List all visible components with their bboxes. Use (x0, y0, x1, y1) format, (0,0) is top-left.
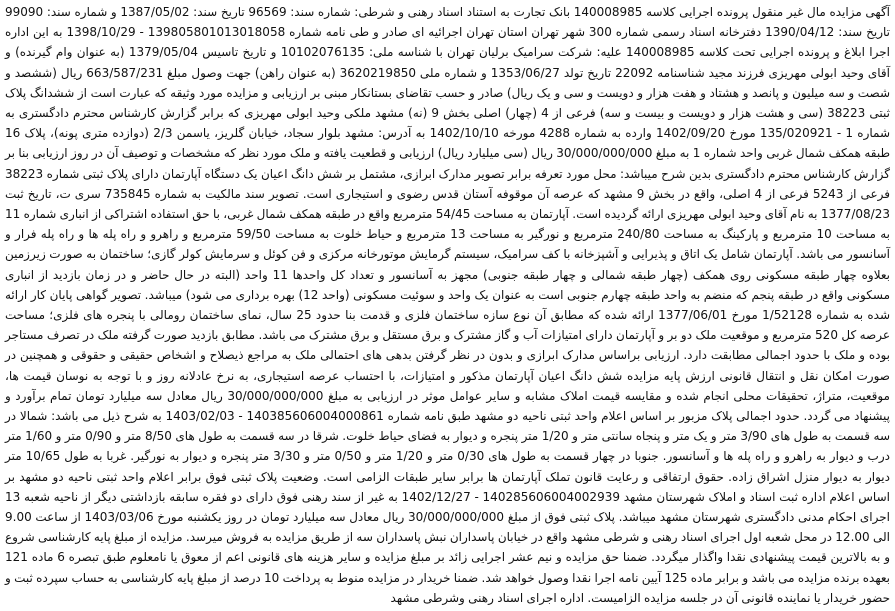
auction-notice-text: آگهی مزایده مال غیر منقول پرونده اجرایی کلاسه 140008985 بانک تجارت به استناد اسناد رهنی و شرطی: شماره سند: 96569 تاریخ سند: 1387/05/02 و شماره سند: 99090 تاریخ سند: 1390/04/12 دفترخانه اسناد رسمی شماره 300 شهر تهران استان تهران اجرائیه ای صادر و طی نامه شماره 139805801013018058 - 1398/10/29 به این اداره اجرا ابلاغ و پرونده اجرایی تحت کلاسه 140008985 علیه: شرکت سرامیک برلیان تهران با شناسه ملی: 10102076135 و تاریخ تاسیس 1379/05/04 (به عنوان وام گیرنده) و آقای وحید ابولی مهریزی فرزند مجید شناسنامه 22092 تاریخ تولد 1353/06/27 و شماره ملی 3620219850 (به عنوان راهن) جهت وصول مبلغ 663/587/231 ریال (ششصد و شصت و سه میلیون و پانصد و هشتاد و هفت هزار و دویست و سی و یک ریال) صادر و حسب تقاضای بستانکار مبنی بر ارزیابی و مزایده مورد وثیقه که عبارت است از ششدانگ پلاک ثبتی 38223 (سی و هشت هزار و دویست و بیست و سه) فرعی از 4 (چهار) اصلی بخش 9 (نه) مشهد ملکی وحید ابولی مهریزی که برابر گزارش کارشناس محترم دادگستری به شماره 1 - 135/020921 مورخ 1402/09/20 وارده به شماره 4288 مورخه 1402/10/10 به آدرس: مشهد بلوار سجاد، خیابان گلریز، یاسمن 2/3 (دوازده متری پونه)، پلاک 16 طبقه همکف شمال غربی واحد شماره 1 به مبلغ 30/000/000/000 ریال (سی میلیارد ریال) ارزیابی و قطعیت یافته و ملک مورد نظر که مشخصات و توصیف آن در روز ارزیابی بنا بر گزارش کارشناس محترم دادگستری بدین شرح میباشد: محل مورد تعرفه برابر تصویر مدارک ابرازی، مشتمل بر شش دانگ اعیان یک دستگاه آپارتمان دارای پلاک ثبتی شماره 38223 فرعی از 5243 فرعی از 4 اصلی، واقع در بخش 9 مشهد که عرصه آن موقوفه آستان قدس رضوی و استیجاری است. تصویر سند مالکیت به شماره 735845 سری ت، تاریخ ثبت 1377/08/23 به نام آقای وحید ابولی مهریزی ارائه گردیده است. آپارتمان به مساحت 54/45 مترمربع واقع در طبقه همکف شمال غربی، با حق استفاده اشتراکی از انباری شماره 11 به مساحت 10 مترمربع و پارکینگ به مساحت 240/80 مترمربع و نورگیر به مساحت 13 مترمربع و حیاط خلوت به مساحت 59/50 مترمربع و راهرو و راه پله ها و راه پله فرار و آسانسور می باشد. آپارتمان شامل یک اتاق و پذیرایی و آشپزخانه با کف سرامیک، سیستم گرمایش موتورخانه مرکزی و فن کوئل و سرمایش کولر گازی؛ ساختمان به صورت زیرزمین بعلاوه چهار طبقه مسکونی روی همکف (چهار طبقه شمالی و چهار طبقه جنوبی) مجهز به آسانسور و تعداد کل واحدها 11 واحد (البته در حال حاضر و در زمان بازدید از انباری مسکونی واقع در طبقه پنجم که منضم به واحد طبقه چهارم جنوبی است به عنوان یک واحد و سوئیت مسکونی (واحد 12) بهره برداری می شود) میباشد. تصویر گواهی پایان کار ارائه شده به شماره 1/52128 مورخ 1377/06/01 ارائه شده که مطابق آن نوع سازه ساختمان فلزی و قدمت بنا حدود 25 سال، نمای ساختمان رومالی با پنجره های فلزی؛ مساحت عرصه کل 520 مترمربع و موقعیت ملک دو بر و آپارتمان دارای امتیازات آب و گاز مشترک و برق مستقل و برق مشترک می باشد. مطابق بازدید صورت گرفته ملک در تصرف مستاجر بوده و ملک با حدود اجمالی مطابقت دارد. ارزیابی براساس مدارک ابرازی و بدون در نظر گرفتن بدهی های احتمالی ملک به مراجع ذیصلاح و اشخاص حقیقی و حقوقی و همچنین در صورت امکان نقل و انتقال قانونی ارزش پایه مزایده شش دانگ اعیان آپارتمان مذکور و امتیازات، با احتساب عرصه استیجاری، به نرخ عادلانه روز و با توجه به نوسان قیمت ها، موقعیت، متراژ، تحقیقات محلی انجام شده و مقایسه قیمت املاک مشابه و سایر عوامل موثر در ارزیابی به مبلغ 30/000/000/000 ریال معادل سه میلیارد تومان تمام برآورد و پیشنهاد می گردد. حدود اجمالی پلاک مزبور بر اساس اعلام واحد ثبتی ناحیه دو مشهد طبق نامه شماره 140385606004000861 - 1403/02/03 به شرح ذیل می باشد: شمالا در سه قسمت به طول های 3/90 متر و یک متر و پنجاه سانتی متر و 1/20 متر پنجره و دیوار به فضای حیاط خلوت. شرقا در سه قسمت به طول های 8/50 متر و 0/90 متر و 1/60 متر درب و دیوار به راهرو و راه پله ها و آسانسور. جنوبا در چهار قسمت به طول های 0/30 متر و 1/20 متر و 0/50 متر و 3/30 متر پنجره و دیوار به نورگیر. غربا به طول 10/65 متر دیوار به دیوار منزل اشراق زاده. حقوق ارتفاقی و رعایت قانون تملک آپارتمان ها برابر سایر طبقات الزامی است. وضعیت پلاک ثبتی فوق برابر اعلام واحد ثبتی ناحیه دو مشهد بر اساس اعلام اداره ثبت اسناد و املاک شهرستان مشهد 140285606004002939 - 1402/12/27 به غیر از سند رهنی فوق دارای دو فقره سابقه بازداشتی دیگر از ناحیه شعبه 13 اجرای احکام مدنی دادگستری شهرستان مشهد میباشد. پلاک ثبتی فوق از مبلغ 30/000/000/000 ریال معادل سه میلیارد تومان در روز یکشنبه مورخ 1403/03/06 از ساعت 9.00 الی 12.00 در محل شعبه اول اجرای اسناد رهنی و شرطی مشهد واقع در خیابان پاسداران نبش پاسداران سه از طریق مزایده به فروش میرسد. مزایده از مبلغ پایه کارشناسی شروع و به بالاترین قیمت پیشنهادی نقدا واگذار میگردد. ضمنا حق مزایده و نیم عشر اجرایی زائد بر مبلغ مزایده و سایر هزینه های قانونی اعم از معوق یا نامعلوم طبق تبصره 6 ماده 121 بعهده برنده مزایده می باشد و برابر ماده 125 آیین نامه اجرا نقدا وصول خواهد شد. ضمنا خریدار در مزایده منوط به پرداخت 10 درصد از مبلغ پایه کارشناسی به حساب سپرده ثبت و حضور خریدار یا نماینده قانونی آن در جلسه مزایده الزامیست. اداره اجرای اسناد رهنی وشرطی مشهد (4, 5, 891, 605)
